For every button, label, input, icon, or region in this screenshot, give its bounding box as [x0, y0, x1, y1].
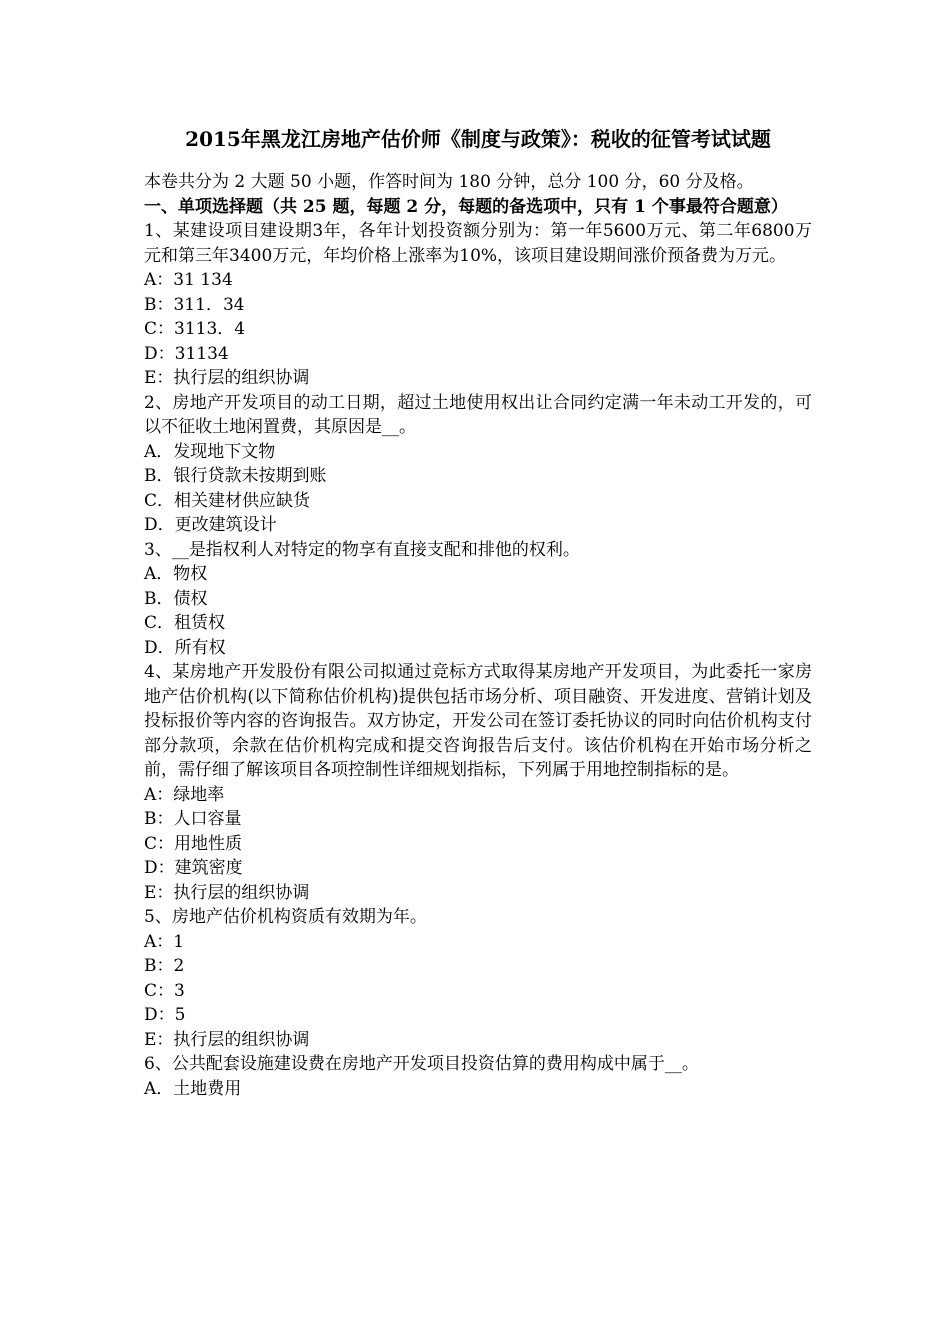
answer-option: C：3113．4	[144, 319, 246, 339]
answer-option: A：31 134	[144, 270, 233, 290]
answer-option: D：建筑密度	[144, 858, 243, 878]
answer-option: E：执行层的组织协调	[144, 882, 310, 903]
question-item	[144, 391, 812, 538]
answer-option: E：执行层的组织协调	[144, 1029, 310, 1050]
question-item	[144, 905, 812, 1052]
answer-option: C：用地性质	[144, 833, 243, 854]
answer-option: A：绿地率	[144, 784, 225, 805]
question-stem: 6、公共配套设施建设费在房地产开发项目投资估算的费用构成中属于__。	[144, 1054, 699, 1074]
answer-option: A．土地费用	[144, 1078, 242, 1099]
answer-option: D．更改建筑设计	[144, 515, 277, 535]
question-stem: 4、某房地产开发股份有限公司拟通过竞标方式取得某房地产开发项目，为此委托一家房地产估价机构(以下简称估价机构)提供包括市场分析、项目融资、开发进度、营销计划及投标报价等内容的咨询报告。双方协定，开发公司在签订委托协议的同时向估价机构支付部分款项，余款在估价机构完成和提交咨询报告后支付。该估价机构在开始市场分析之前，需仔细了解该项目各项控制性详细规划指标，下列属于用地控制指标的是。	[144, 662, 812, 780]
answer-option: B．债权	[144, 588, 208, 609]
question-stem: 2、房地产开发项目的动工日期，超过土地使用权出让合同约定满一年未动工开发的，可以不征收土地闲置费，其原因是__。	[144, 392, 812, 437]
question-item	[144, 1052, 812, 1101]
answer-option: A．物权	[144, 564, 208, 584]
document-page	[144, 122, 812, 1101]
answer-option: C．相关建材供应缺货	[144, 490, 311, 511]
question-stem: 5、房地产估价机构资质有效期为年。	[144, 907, 427, 927]
question-item	[144, 660, 812, 905]
answer-option: C：3	[144, 980, 185, 1001]
section-heading: 一、单项选择题（共 25 题，每题 2 分，每题的备选项中，只有 1 个事最符合题意）	[144, 196, 788, 217]
answer-option: B：人口容量	[144, 809, 242, 829]
answer-option: B：311．34	[144, 294, 245, 315]
document-title: 2015年黑龙江房地产估价师《制度与政策》：税收的征管考试试题	[185, 127, 771, 151]
exam-intro: 本卷共分为 2 大题 50 小题，作答时间为 180 分钟，总分 100 分，60 分及格。	[144, 172, 754, 192]
answer-option: D．所有权	[144, 637, 226, 658]
question-stem: 3、__是指权利人对特定的物享有直接支配和排他的权利。	[144, 539, 580, 560]
answer-option: D：5	[144, 1005, 186, 1025]
question-list	[144, 219, 812, 1101]
answer-option: B：2	[144, 956, 185, 976]
question-item	[144, 219, 812, 391]
answer-option: B．银行贷款未按期到账	[144, 466, 327, 486]
answer-option: A：1	[144, 931, 185, 952]
question-stem: 1、某建设项目建设期3年，各年计划投资额分别为：第一年5600万元、第二年6800万元和第三年3400万元，年均价格上涨率为10%，该项目建设期间涨价预备费为万元。	[144, 221, 812, 266]
answer-option: C．租赁权	[144, 613, 226, 633]
answer-option: D：31134	[144, 343, 229, 364]
answer-option: E：执行层的组织协调	[144, 368, 310, 388]
answer-option: A．发现地下文物	[144, 441, 276, 462]
question-item	[144, 538, 812, 661]
